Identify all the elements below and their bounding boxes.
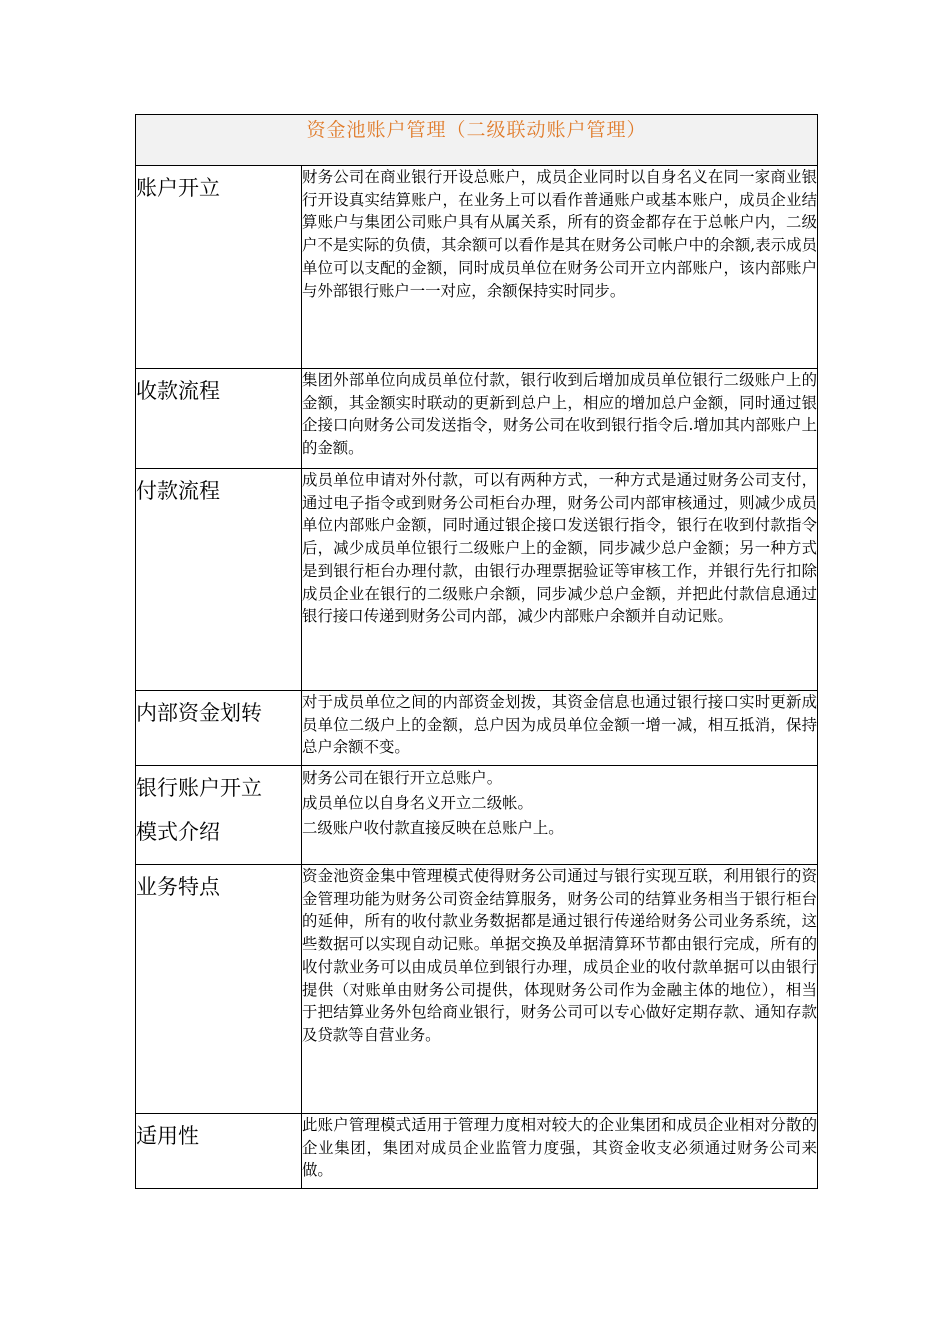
row-label: 内部资金划转 [136,691,302,766]
row-account-opening [136,166,818,369]
row-content: 集团外部单位向成员单位付款，银行收到后增加成员单位银行二级账户上的金额，其金额实时联动的更新到总户上，相应的增加总户金额，同时通过银企接口向财务公司发送指令，财务公司在收到银行指令后.增加其内部账户上的金额。 [302,369,818,469]
row-content: 对于成员单位之间的内部资金划拨，其资金信息也通过银行接口实时更新成员单位二级户上的金额，总户因为成员单位金额一增一减，相互抵消，保持总户余额不变。 [302,691,818,766]
content-line: 二级账户收付款直接反映在总账户上。 [302,819,564,837]
row-label: 收款流程 [136,369,302,469]
row-label-line: 模式介绍 [136,820,220,844]
row-content: 财务公司在商业银行开设总账户，成员企业同时以自身名义在同一家商业银行开设真实结算账户，在业务上可以看作普通账户或基本账户，成员企业结算账户与集团公司账户具有从属关系，所有的资金都存在于总帐户内，二级户不是实际的负债，其余额可以看作是其在财务公司帐户中的余额,表示成员单位可以支配的金额，同时成员单位在财务公司开立内部账户，该内部账户与外部银行账户一一对应，余额保持实时同步。 [302,166,818,369]
row-applicability [136,1114,818,1189]
content-line: 成员单位以自身名义开立二级帐。 [302,794,533,812]
table-title: 资金池账户管理（二级联动账户管理） [136,115,818,166]
row-label: 适用性 [136,1114,302,1189]
row-content: 成员单位申请对外付款，可以有两种方式，一种方式是通过财务公司支付，通过电子指令或到财务公司柜台办理，财务公司内部审核通过，则减少成员单位内部账户金额，同时通过银企接口发送银行指令，银行在收到付款指令后，减少成员单位银行二级账户上的金额，同步减少总户金额；另一种方式是到银行柜台办理付款，由银行办理票据验证等审核工作，并银行先行扣除成员企业在银行的二级账户余额，同步减少总户金额，并把此付款信息通过银行接口传递到财务公司内部，减少内部账户余额并自动记账。 [302,469,818,691]
row-content: 此账户管理模式适用于管理力度相对较大的企业集团和成员企业相对分散的企业集团，集团对成员企业监管力度强，其资金收支必须通过财务公司来做。 [302,1114,818,1189]
row-content [302,766,818,865]
row-bank-account-mode [136,766,818,865]
content-line: 财务公司在银行开立总账户。 [302,769,503,787]
row-label [136,766,302,865]
row-internal-transfer [136,691,818,766]
row-label: 业务特点 [136,865,302,1114]
title-row [136,115,818,166]
row-content: 资金池资金集中管理模式使得财务公司通过与银行实现互联，利用银行的资金管理功能为财务公司资金结算服务，财务公司的结算业务相当于银行柜台的延伸，所有的收付款业务数据都是通过银行传递给财务公司业务系统，这些数据可以实现自动记账。单据交换及单据清算环节都由银行完成，所有的收付款业务可以由成员单位到银行办理，成员企业的收付款单据可以由银行提供（对账单由财务公司提供，体现财务公司作为金融主体的地位），相当于把结算业务外包给商业银行，财务公司可以专心做好定期存款、通知存款及贷款等自营业务。 [302,865,818,1114]
account-management-table [135,114,818,1189]
row-label: 付款流程 [136,469,302,691]
row-collection-process [136,369,818,469]
row-label: 账户开立 [136,166,302,369]
row-payment-process [136,469,818,691]
row-label-line: 银行账户开立 [136,776,262,800]
row-business-features [136,865,818,1114]
